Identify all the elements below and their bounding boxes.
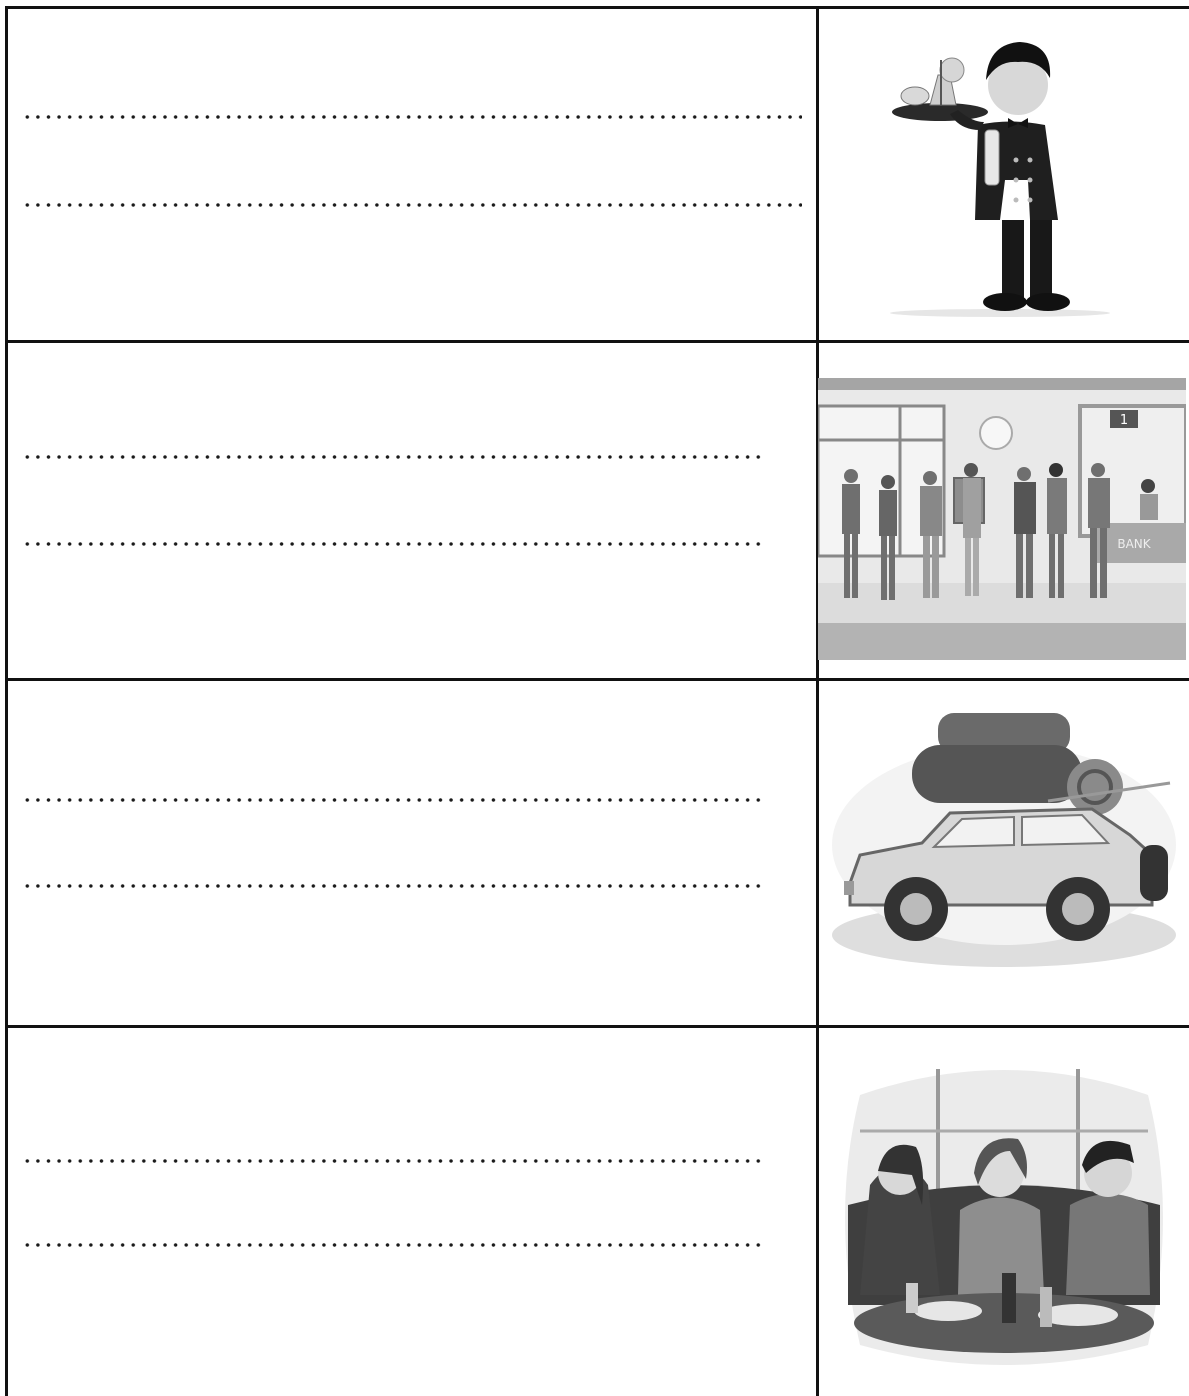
row-divider [5,678,1189,681]
column-divider [816,6,819,1396]
writing-line[interactable] [22,884,764,888]
row-divider [5,1025,1189,1028]
bank-sign: BANK [1117,537,1151,551]
writing-line[interactable] [22,1243,764,1247]
writing-line[interactable] [22,798,764,802]
bank-queue-picture [818,378,1186,660]
row-divider [5,340,1189,343]
car-luggage-picture [830,705,1178,973]
counter-number: 1 [1119,413,1129,428]
waiter-picture [880,30,1110,320]
restaurant-friends-picture [830,1055,1178,1375]
writing-line[interactable] [22,203,802,207]
writing-line[interactable] [22,542,764,546]
writing-line[interactable] [22,115,802,119]
writing-line[interactable] [22,1159,764,1163]
writing-line[interactable] [22,455,764,459]
